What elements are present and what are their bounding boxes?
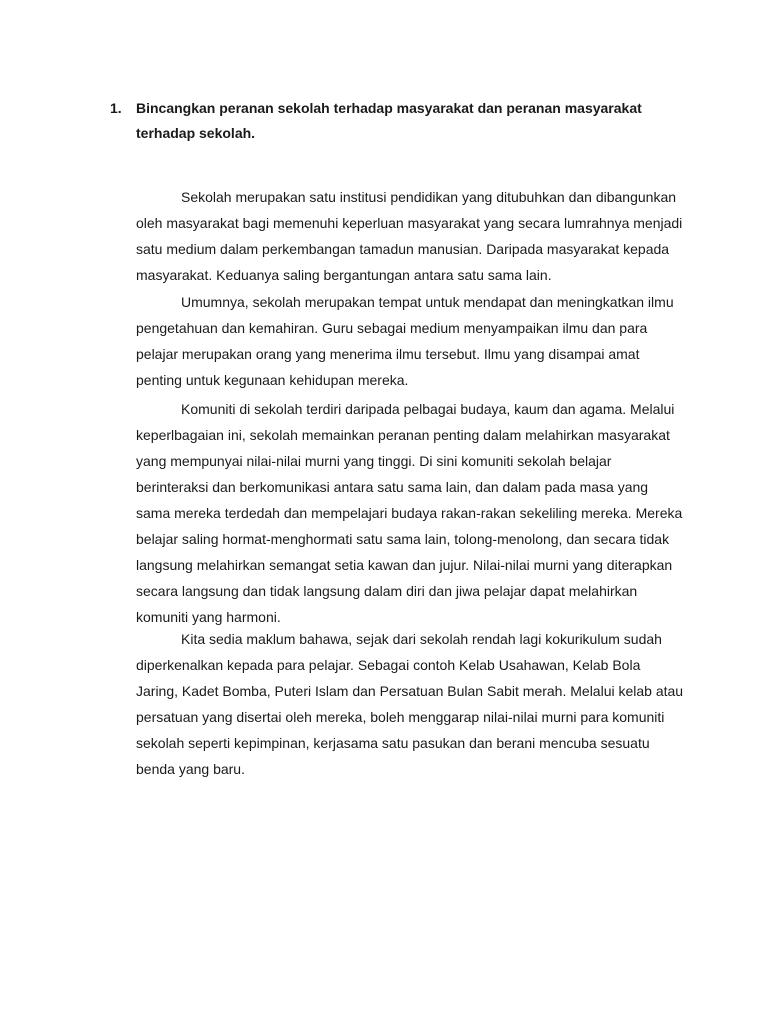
- paragraph-line: satu medium dalam perkembangan tamadun manusian. Daripada masyarakat kepada: [136, 241, 670, 257]
- paragraph-line: sekolah seperti kepimpinan, kerjasama satu pasukan dan berani mencuba sesuatu: [136, 735, 650, 751]
- paragraph-line: yang mempunyai nilai-nilai murni yang tinggi. Di sini komuniti sekolah belajar: [136, 453, 612, 469]
- paragraph-line: pengetahuan dan kemahiran. Guru sebagai medium menyampaikan ilmu dan para: [136, 320, 648, 336]
- paragraph-line: keperlbagaian ini, sekolah memainkan peranan penting dalam melahirkan masyarakat: [136, 427, 670, 443]
- question-line: terhadap sekolah.: [136, 125, 256, 141]
- question-line: Bincangkan peranan sekolah terhadap masyarakat dan peranan masyarakat: [136, 100, 642, 116]
- paragraph-line: langsung melahirkan semangat setia kawan dan jujur. Nilai-nilai murni yang diterapkan: [136, 557, 673, 573]
- paragraph-line: Umumnya, sekolah merupakan tempat untuk mendapat dan meningkatkan ilmu: [181, 294, 674, 310]
- paragraph-3: [136, 396, 696, 630]
- paragraph-4: [136, 626, 696, 782]
- paragraph-line: sama mereka terdedah dan mempelajari budaya rakan-rakan sekeliling mereka. Mereka: [136, 505, 683, 521]
- paragraph-line: diperkenalkan kepada para pelajar. Sebagai contoh Kelab Usahawan, Kelab Bola: [136, 657, 641, 673]
- paragraph-1: [136, 184, 696, 288]
- question-heading: [110, 96, 670, 146]
- paragraph-line: berinteraksi dan berkomunikasi antara satu sama lain, dan dalam pada masa yang: [136, 479, 649, 495]
- paragraph-line: komuniti yang harmoni.: [136, 609, 281, 625]
- paragraph-line: Komuniti di sekolah terdiri daripada pelbagai budaya, kaum dan agama. Melalui: [181, 401, 675, 417]
- paragraph-line: secara langsung dan tidak langsung dalam diri dan jiwa pelajar dapat melahirkan: [136, 583, 638, 599]
- paragraph-line: benda yang baru.: [136, 761, 245, 777]
- paragraph-line: oleh masyarakat bagi memenuhi keperluan masyarakat yang secara lumrahnya menjadi: [136, 215, 683, 231]
- paragraph-line: Sekolah merupakan satu institusi pendidikan yang ditubuhkan dan dibangunkan: [181, 189, 677, 205]
- paragraph-line: pelajar merupakan orang yang menerima ilmu tersebut. Ilmu yang disampai amat: [136, 346, 640, 362]
- paragraph-line: persatuan yang disertai oleh mereka, boleh menggarap nilai-nilai murni para komuniti: [136, 709, 665, 725]
- paragraph-line: belajar saling hormat-menghormati satu sama lain, tolong-menolong, dan secara tidak: [136, 531, 670, 547]
- paragraph-line: masyarakat. Keduanya saling bergantungan antara satu sama lain.: [136, 267, 552, 283]
- paragraph-line: penting untuk kegunaan kehidupan mereka.: [136, 372, 409, 388]
- paragraph-line: Jaring, Kadet Bomba, Puteri Islam dan Persatuan Bulan Sabit merah. Melalui kelab atau: [136, 683, 684, 699]
- paragraph-2: [136, 289, 696, 393]
- paragraph-line: Kita sedia maklum bahawa, sejak dari sekolah rendah lagi kokurikulum sudah: [181, 631, 662, 647]
- question-number: 1.: [110, 100, 122, 116]
- question-text: [136, 96, 670, 146]
